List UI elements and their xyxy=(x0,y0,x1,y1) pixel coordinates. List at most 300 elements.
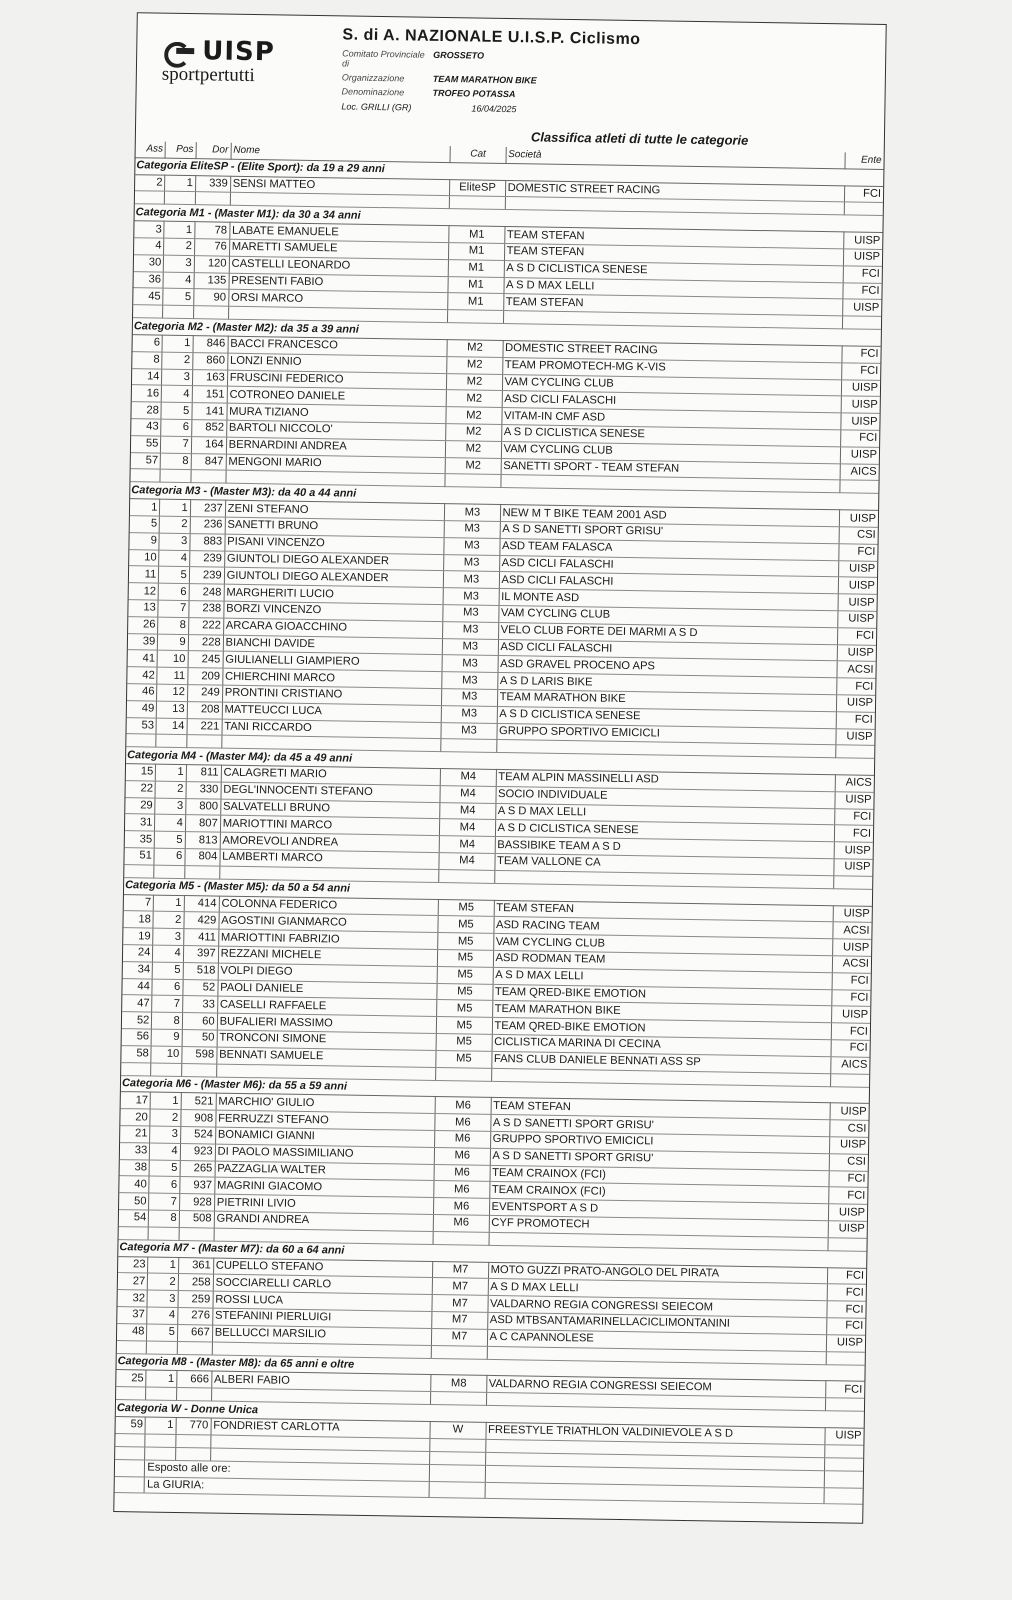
cell-ente: FCI xyxy=(831,1023,870,1040)
cell-pos: 4 xyxy=(163,272,194,289)
cell-nome: ORSI MARCO xyxy=(228,290,448,310)
cell-dor: 248 xyxy=(189,584,224,601)
cell-ass: 27 xyxy=(118,1273,148,1290)
cell-cat: M2 xyxy=(447,356,502,374)
cell-societa: IL MONTE ASD xyxy=(499,589,838,611)
cell-dor: 228 xyxy=(188,634,223,651)
cell-ente: UISP xyxy=(837,611,876,628)
cell-cat: M2 xyxy=(446,440,501,458)
cell-ente: UISP xyxy=(840,413,879,430)
cell-cat: M5 xyxy=(436,1050,491,1068)
cell-ente: UISP xyxy=(839,510,878,527)
cell-ente: FCI xyxy=(832,973,871,990)
cell-nome: BACCI FRANCESCO xyxy=(228,336,448,356)
cell-ass: 44 xyxy=(122,978,152,995)
cell-societa: VITAM-IN CMF ASD xyxy=(501,408,840,430)
cell-cat: M5 xyxy=(438,950,493,968)
cell-dor: 429 xyxy=(184,912,219,929)
cell-dor: 249 xyxy=(187,684,222,701)
cell-pos: 8 xyxy=(160,453,191,470)
cell-nome: LAMBERTI MARCO xyxy=(220,849,440,869)
cell-pos: 2 xyxy=(164,238,195,255)
cell-societa: A S D SANETTI SPORT GRISU' xyxy=(500,521,839,543)
cell-ente: UISP xyxy=(833,905,872,922)
cell-ente: UISP xyxy=(824,1428,863,1445)
cell-nome: SALVATELLI BRUNO xyxy=(220,799,440,819)
cell-ente: UISP xyxy=(833,859,872,876)
cell-ass: 7 xyxy=(124,894,154,911)
esposto-label: Esposto alle ore: xyxy=(145,1460,430,1481)
cell-ente: UISP xyxy=(837,644,876,661)
cell-cat: M6 xyxy=(434,1164,489,1182)
cell-dor: 770 xyxy=(176,1417,211,1434)
cell-nome: PIETRINI LIVIO xyxy=(214,1194,434,1214)
cell-nome: ALBERI FABIO xyxy=(211,1371,431,1391)
cell-ass: 50 xyxy=(119,1193,149,1210)
cell-cat: M3 xyxy=(444,521,499,539)
cell-ente: ACSI xyxy=(832,956,871,973)
cell-pos: 1 xyxy=(160,499,191,516)
cell-ente: UISP xyxy=(834,792,873,809)
cell-ente: UISP xyxy=(838,577,877,594)
cell-societa: ASD RACING TEAM xyxy=(493,917,832,939)
cell-dor: 518 xyxy=(183,962,218,979)
cell-cat: M3 xyxy=(443,588,498,606)
cell-nome: GIULIANELLI GIAMPIERO xyxy=(223,651,443,671)
cell-ass: 35 xyxy=(125,831,155,848)
cell-pos: 2 xyxy=(155,781,186,798)
cell-dor: 598 xyxy=(182,1046,217,1063)
cell-ass: 29 xyxy=(125,797,155,814)
cell-societa: CYF PROMOTECH xyxy=(489,1215,828,1237)
cell-cat: M2 xyxy=(446,407,501,425)
cell-dor: 151 xyxy=(192,386,227,403)
cell-ente: FCI xyxy=(827,1267,866,1284)
cell-dor: 265 xyxy=(180,1160,215,1177)
cell-ass: 5 xyxy=(130,516,160,533)
cell-societa: A S D MAX LELLI xyxy=(488,1279,827,1301)
cell-cat: EliteSP xyxy=(450,179,505,197)
cell-cat: M1 xyxy=(449,226,504,244)
cell-ente: FCI xyxy=(841,346,880,363)
cell-societa: TEAM STEFAN xyxy=(504,243,843,265)
cell-ass: 40 xyxy=(119,1176,149,1193)
cell-cat: M2 xyxy=(446,390,501,408)
cell-ente: UISP xyxy=(829,1137,868,1154)
cell-pos: 1 xyxy=(164,221,195,238)
cell-dor: 860 xyxy=(192,352,227,369)
cell-pos: 9 xyxy=(151,1029,182,1046)
cell-ass: 17 xyxy=(121,1092,151,1109)
cell-cat: M3 xyxy=(442,655,497,673)
cell-ass: 23 xyxy=(118,1256,148,1273)
cell-cat: M3 xyxy=(444,571,499,589)
cell-societa: ASD CICLI FALASCHI xyxy=(498,639,837,661)
cell-pos: 1 xyxy=(146,1370,177,1387)
cell-societa: A C CAPANNOLESE xyxy=(487,1329,826,1351)
cell-ass: 9 xyxy=(129,532,159,549)
cell-ass: 13 xyxy=(128,600,158,617)
cell-societa: TEAM STEFAN xyxy=(494,900,833,922)
cell-societa: FANS CLUB DANIELE BENNATI ASS SP xyxy=(491,1051,830,1073)
org-line-organizzazione: Organizzazione TEAM MARATHON BIKE xyxy=(341,72,537,86)
cell-dor: 163 xyxy=(192,369,227,386)
cell-nome: AMOREVOLI ANDREA xyxy=(220,832,440,852)
cell-cat: M5 xyxy=(437,983,492,1001)
category-title: Categoria M6 - (Master M6): da 55 a 59 anni xyxy=(121,1075,869,1104)
cell-nome: PRESENTI FABIO xyxy=(229,273,449,293)
cell-dor: 852 xyxy=(191,420,226,437)
cell-pos: 7 xyxy=(149,1193,180,1210)
cell-societa: A S D MAX LELLI xyxy=(495,803,834,825)
cell-pos: 2 xyxy=(159,516,190,533)
cell-ass: 2 xyxy=(135,174,165,191)
cell-ass: 57 xyxy=(131,452,161,469)
cell-nome: BENNATI SAMUELE xyxy=(216,1047,436,1067)
logo-sub-text: sportpertutti xyxy=(161,63,255,87)
cell-nome: COLONNA FEDERICO xyxy=(219,896,439,916)
cell-dor: 923 xyxy=(180,1143,215,1160)
cell-pos: 2 xyxy=(150,1109,181,1126)
cell-nome: BONAMICI GIANNI xyxy=(215,1127,435,1147)
cell-cat: M1 xyxy=(448,293,503,311)
cell-nome: ROSSI LUCA xyxy=(213,1291,433,1311)
cell-nome: CASELLI RAFFAELE xyxy=(217,997,437,1017)
cell-dor: 258 xyxy=(178,1274,213,1291)
cell-nome: SENSI MATTEO xyxy=(230,176,450,196)
cell-societa: FREESTYLE TRIATHLON VALDINIEVOLE A S D xyxy=(485,1422,824,1444)
cell-ass: 10 xyxy=(129,549,159,566)
cell-pos: 5 xyxy=(147,1324,178,1341)
cell-pos: 3 xyxy=(153,928,184,945)
cell-pos: 11 xyxy=(157,667,188,684)
cell-dor: 208 xyxy=(187,701,222,718)
logo-main-text: UISP xyxy=(201,36,276,68)
cell-societa: TEAM STEFAN xyxy=(503,294,842,316)
cell-nome: MARETTI SAMUELE xyxy=(229,239,449,259)
cell-societa: VALDARNO REGIA CONGRESSI SEIECOM xyxy=(486,1376,825,1398)
cell-pos: 5 xyxy=(155,831,186,848)
cell-cat: M7 xyxy=(433,1261,488,1279)
cell-nome: LONZI ENNIO xyxy=(227,353,447,373)
cell-societa: DOMESTIC STREET RACING xyxy=(502,340,841,362)
cell-cat: M7 xyxy=(433,1278,488,1296)
cell-ass: 6 xyxy=(132,335,162,352)
cell-pos: 1 xyxy=(165,175,196,192)
cell-cat: M7 xyxy=(432,1295,487,1313)
cell-nome: TRONCONI SIMONE xyxy=(217,1030,437,1050)
cell-ass: 59 xyxy=(116,1417,146,1434)
cell-societa: A S D MAX LELLI xyxy=(493,967,832,989)
cell-nome: CHIERCHINI MARCO xyxy=(222,668,442,688)
cell-ass: 32 xyxy=(117,1290,147,1307)
cell-ass: 54 xyxy=(119,1210,149,1227)
cell-nome: GRANDI ANDREA xyxy=(214,1211,434,1231)
cell-ente: UISP xyxy=(831,1006,870,1023)
cell-ass: 39 xyxy=(128,633,158,650)
document-title: S. di A. NAZIONALE U.I.S.P. Ciclismo xyxy=(342,26,641,49)
cell-ass: 47 xyxy=(122,995,152,1012)
cell-dor: 222 xyxy=(188,617,223,634)
category-title: Categoria W - Donne Unica xyxy=(116,1400,864,1429)
cell-ente: FCI xyxy=(841,363,880,380)
cell-nome: SOCCIARELLI CARLO xyxy=(213,1274,433,1294)
cell-dor: 813 xyxy=(185,832,220,849)
cell-ass: 22 xyxy=(125,781,155,798)
cell-pos: 5 xyxy=(163,289,194,306)
cell-dor: 411 xyxy=(183,929,218,946)
cell-cat: M4 xyxy=(439,853,494,871)
cell-ass: 46 xyxy=(127,684,157,701)
cell-nome: MARIOTTINI FABRIZIO xyxy=(218,929,438,949)
cell-cat: M4 xyxy=(440,802,495,820)
cell-dor: 361 xyxy=(178,1257,213,1274)
cell-societa: VELO CLUB FORTE DEI MARMI A S D xyxy=(498,622,837,644)
cell-pos: 1 xyxy=(162,335,193,352)
cell-cat: M2 xyxy=(447,373,502,391)
cell-societa: ASD TEAM FALASCA xyxy=(499,538,838,560)
cell-nome: COTRONEO DANIELE xyxy=(227,387,447,407)
cell-ass: 30 xyxy=(134,254,164,271)
cell-pos: 1 xyxy=(145,1417,176,1434)
cell-pos: 14 xyxy=(156,718,187,735)
cell-dor: 397 xyxy=(183,946,218,963)
cell-nome: GIUNTOLI DIEGO ALEXANDER xyxy=(224,551,444,571)
cell-societa: A S D LARIS BIKE xyxy=(497,673,836,695)
cell-cat: M3 xyxy=(443,605,498,623)
cell-dor: 239 xyxy=(189,567,224,584)
cell-ente: AICS xyxy=(830,1057,869,1074)
col-cat: Cat xyxy=(450,146,505,163)
cell-dor: 237 xyxy=(190,500,225,517)
cell-dor: 847 xyxy=(191,453,226,470)
cell-societa: A S D SANETTI SPORT GRISU' xyxy=(490,1115,829,1137)
cell-pos: 5 xyxy=(159,566,190,583)
cell-nome: MENGONI MARIO xyxy=(226,454,446,474)
cell-dor: 120 xyxy=(194,255,229,272)
cell-dor: 666 xyxy=(176,1371,211,1388)
cell-cat: M3 xyxy=(444,554,499,572)
cell-societa: MOTO GUZZI PRATO-ANGOLO DEL PIRATA xyxy=(488,1262,827,1284)
cell-ente: FCI xyxy=(828,1187,867,1204)
cell-cat: M5 xyxy=(437,1017,492,1035)
cell-dor: 524 xyxy=(180,1127,215,1144)
cell-ass: 36 xyxy=(133,271,163,288)
cell-dor: 52 xyxy=(183,979,218,996)
cell-nome: REZZANI MICHELE xyxy=(218,946,438,966)
cell-cat: M4 xyxy=(440,819,495,837)
cell-ass: 43 xyxy=(131,419,161,436)
cell-pos: 8 xyxy=(152,1012,183,1029)
cell-cat: M5 xyxy=(438,916,493,934)
cell-dor: 78 xyxy=(195,222,230,239)
col-dor: Dor xyxy=(196,142,231,159)
cell-pos: 5 xyxy=(152,962,183,979)
cell-pos: 7 xyxy=(152,996,183,1013)
cell-cat: M6 xyxy=(435,1131,490,1149)
cell-ente: FCI xyxy=(834,825,873,842)
cell-pos: 10 xyxy=(157,650,188,667)
cell-dor: 221 xyxy=(187,718,222,735)
cell-societa: SOCIO INDIVIDUALE xyxy=(495,786,834,808)
cell-societa: GRUPPO SPORTIVO EMICICLI xyxy=(490,1131,829,1153)
cell-nome: FERRUZZI STEFANO xyxy=(215,1110,435,1130)
classifica-title: Classifica atleti di tutte le categorie xyxy=(530,129,749,148)
cell-dor: 236 xyxy=(190,517,225,534)
cell-ente: FCI xyxy=(836,678,875,695)
cell-dor: 141 xyxy=(192,403,227,420)
cell-ass: 52 xyxy=(122,1012,152,1029)
cell-dor: 508 xyxy=(179,1211,214,1228)
event-date: 16/04/2025 xyxy=(471,103,517,115)
cell-pos: 4 xyxy=(162,386,193,403)
cell-societa: A S D CICLISTICA SENESE xyxy=(495,820,834,842)
cell-societa: VAM CYCLING CLUB xyxy=(498,605,837,627)
cell-cat: W xyxy=(430,1421,485,1439)
location: Loc. GRILLI (GR) xyxy=(341,101,412,113)
cell-cat: M6 xyxy=(434,1198,489,1216)
cell-pos: 5 xyxy=(161,402,192,419)
cell-nome: ARCARA GIOACCHINO xyxy=(223,618,443,638)
cell-ass: 4 xyxy=(134,238,164,255)
cell-societa: CICLISTICA MARINA DI CECINA xyxy=(492,1034,831,1056)
cell-cat: M3 xyxy=(442,672,497,690)
cell-pos: 13 xyxy=(157,701,188,718)
cell-ente: FCI xyxy=(826,1318,865,1335)
category-title: Categoria M2 - (Master M2): da 35 a 39 anni xyxy=(133,318,881,347)
cell-cat: M5 xyxy=(438,933,493,951)
cell-dor: 135 xyxy=(194,272,229,289)
cell-nome: CUPELLO STEFANO xyxy=(213,1258,433,1278)
cell-pos: 4 xyxy=(155,815,186,832)
cell-pos: 3 xyxy=(150,1126,181,1143)
cell-nome: CASTELLI LEONARDO xyxy=(229,256,449,276)
cell-cat: M6 xyxy=(435,1147,490,1165)
cell-nome: AGOSTINI GIANMARCO xyxy=(219,913,439,933)
cell-nome: SANETTI BRUNO xyxy=(225,517,445,537)
cell-cat: M7 xyxy=(432,1312,487,1330)
cell-ass: 28 xyxy=(131,402,161,419)
cell-societa: ASD GRAVEL PROCENO APS xyxy=(497,656,836,678)
cell-nome: CALAGRETI MARIO xyxy=(221,765,441,785)
cell-societa: TEAM STEFAN xyxy=(491,1098,830,1120)
cell-societa: NEW M T BIKE TEAM 2001 ASD xyxy=(500,505,839,527)
cell-ente: UISP xyxy=(843,249,882,266)
cell-cat: M4 xyxy=(440,785,495,803)
cell-societa: VAM CYCLING CLUB xyxy=(502,374,841,396)
cell-dor: 209 xyxy=(188,668,223,685)
cell-ente: CSI xyxy=(829,1120,868,1137)
cell-ass: 18 xyxy=(123,911,153,928)
cell-ass: 3 xyxy=(134,221,164,238)
cell-societa: ASD MTBSANTAMARINELLACICLIMONTANINI xyxy=(487,1312,826,1334)
cell-societa: TEAM CRAINOX (FCI) xyxy=(489,1182,828,1204)
cell-cat: M4 xyxy=(439,836,494,854)
cell-societa: A S D MAX LELLI xyxy=(503,277,842,299)
document-header xyxy=(136,13,886,148)
cell-pos: 4 xyxy=(159,550,190,567)
cell-ass: 26 xyxy=(128,616,158,633)
cell-cat: M3 xyxy=(442,705,497,723)
cell-ente: UISP xyxy=(828,1204,867,1221)
cell-societa: VALDARNO REGIA CONGRESSI SEIECOM xyxy=(487,1296,826,1318)
cell-ente: UISP xyxy=(826,1334,865,1351)
cell-pos: 8 xyxy=(149,1210,180,1227)
cell-societa: VAM CYCLING CLUB xyxy=(501,441,840,463)
cell-ass: 16 xyxy=(132,385,162,402)
uisp-logo xyxy=(162,36,293,88)
cell-dor: 667 xyxy=(177,1324,212,1341)
cell-societa: VAM CYCLING CLUB xyxy=(493,934,832,956)
org-line-denominazione: Denominazione TROFEO POTASSA xyxy=(341,86,516,100)
cell-ente: UISP xyxy=(841,396,880,413)
cell-cat: M6 xyxy=(435,1114,490,1132)
cell-ass: 12 xyxy=(129,583,159,600)
cell-pos: 2 xyxy=(162,352,193,369)
cell-ass: 34 xyxy=(123,961,153,978)
cell-pos: 2 xyxy=(148,1273,179,1290)
cell-ass: 37 xyxy=(117,1307,147,1324)
cell-nome: PRONTINI CRISTIANO xyxy=(222,685,442,705)
cell-dor: 76 xyxy=(194,239,229,256)
cell-pos: 2 xyxy=(153,912,184,929)
cell-dor: 276 xyxy=(177,1308,212,1325)
cell-nome: PISANI VINCENZO xyxy=(225,534,445,554)
cell-ass: 19 xyxy=(123,928,153,945)
cell-ente: FCI xyxy=(843,266,882,283)
col-ente: Ente xyxy=(845,152,884,169)
cell-societa: TEAM CRAINOX (FCI) xyxy=(489,1165,828,1187)
cell-cat: M2 xyxy=(445,457,500,475)
cell-pos: 10 xyxy=(151,1046,182,1063)
cell-pos: 4 xyxy=(147,1307,178,1324)
cell-societa: ASD CICLI FALASCHI xyxy=(502,391,841,413)
category-title: Categoria EliteSP - (Elite Sport): da 19 a 29 anni xyxy=(135,157,883,186)
cell-nome: MARIOTTINI MARCO xyxy=(220,816,440,836)
cell-pos: 6 xyxy=(149,1176,180,1193)
cell-pos: 3 xyxy=(164,255,195,272)
cell-ente: UISP xyxy=(843,232,882,249)
cell-societa: SANETTI SPORT - TEAM STEFAN xyxy=(501,458,840,480)
cell-ass: 33 xyxy=(120,1142,150,1159)
cell-ente: UISP xyxy=(828,1221,867,1238)
cell-societa: TEAM VALLONE CA xyxy=(494,854,833,876)
organizer-block xyxy=(341,26,640,116)
cell-nome: FRUSCINI FEDERICO xyxy=(227,370,447,390)
cell-nome: MARCHIO' GIULIO xyxy=(216,1094,436,1114)
cell-ente: FCI xyxy=(827,1284,866,1301)
uisp-logo-icon xyxy=(162,40,196,63)
cell-nome: GIUNTOLI DIEGO ALEXANDER xyxy=(224,567,444,587)
cell-nome: LABATE EMANUELE xyxy=(229,222,449,242)
cell-ente: FCI xyxy=(829,1170,868,1187)
cell-nome: MAGRINI GIACOMO xyxy=(214,1177,434,1197)
cell-pos: 4 xyxy=(150,1143,181,1160)
cell-cat: M2 xyxy=(446,424,501,442)
cell-pos: 6 xyxy=(152,979,183,996)
cell-ass: 11 xyxy=(129,566,159,583)
cell-ente: AICS xyxy=(840,463,879,480)
cell-ass: 49 xyxy=(127,700,157,717)
cell-societa: A S D CICLISTICA SENESE xyxy=(501,424,840,446)
cell-cat: M8 xyxy=(431,1375,486,1393)
cell-pos: 1 xyxy=(148,1257,179,1274)
cell-ente: ACSI xyxy=(837,661,876,678)
cell-dor: 60 xyxy=(182,1013,217,1030)
cell-ente: CSI xyxy=(829,1154,868,1171)
results-body xyxy=(115,157,883,1458)
cell-nome: BIANCHI DAVIDE xyxy=(223,635,443,655)
